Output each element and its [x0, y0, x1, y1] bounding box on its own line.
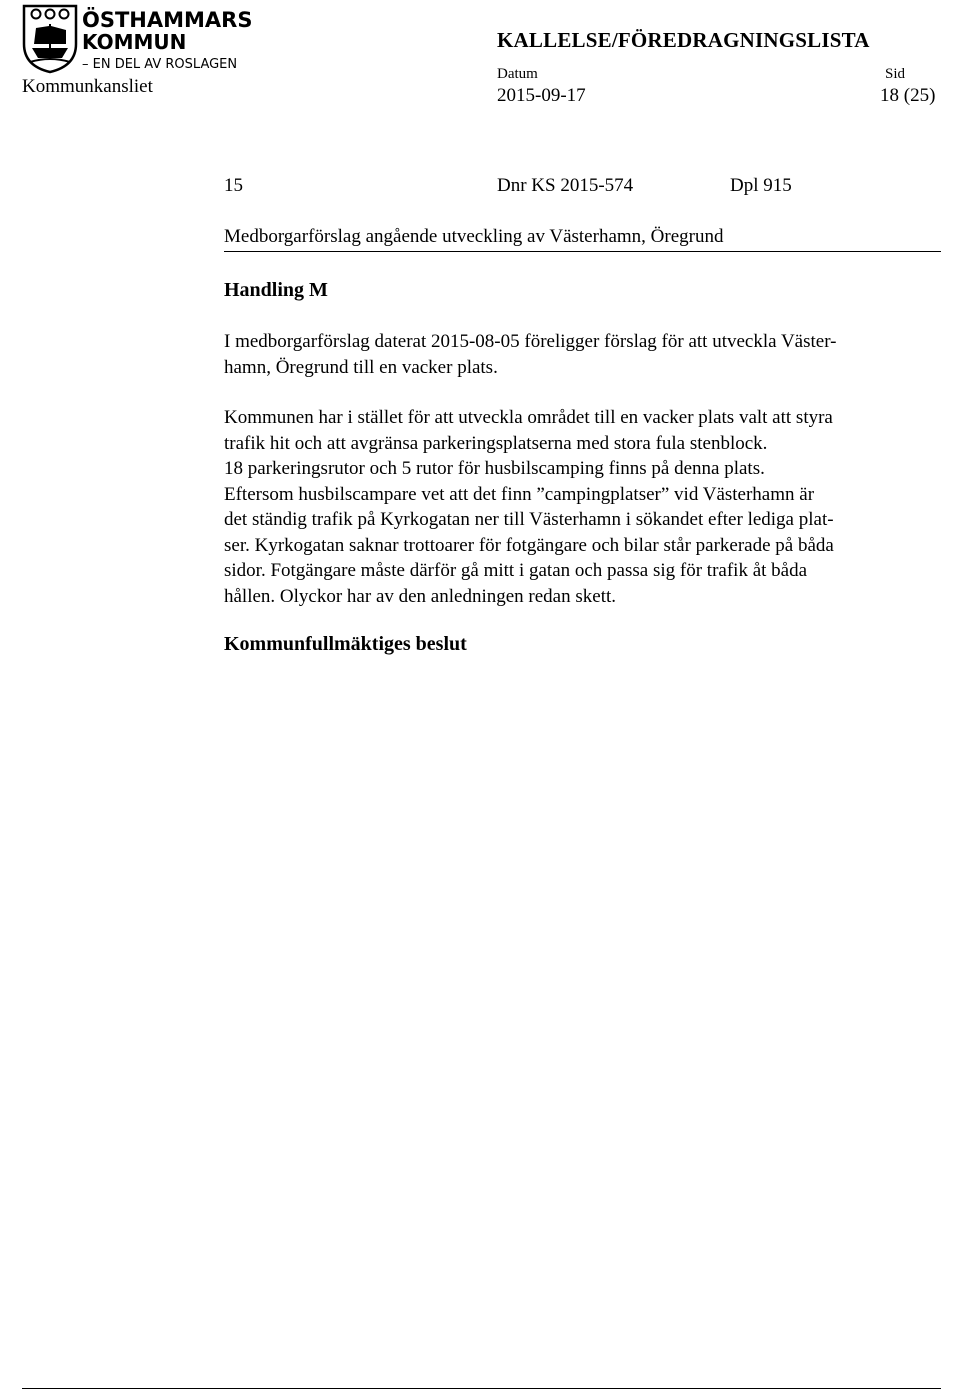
ship-coat-of-arms-icon: [22, 4, 253, 74]
paragraph-line: sidor. Fotgängare måste därför gå mitt i gatan och passa sig för trafik åt båda: [224, 560, 808, 581]
document-title: KALLELSE/FÖREDRAGNINGSLISTA: [497, 28, 870, 52]
logo-name-line1: ÖSTHAMMARS: [82, 8, 253, 32]
paragraph-line: hållen. Olyckor har av den anledningen redan skett.: [224, 585, 616, 607]
filing-plan-number: Dpl 915: [730, 175, 792, 196]
municipality-logo: [22, 4, 253, 74]
date-value: 2015-09-17: [497, 85, 586, 106]
item-number: 15: [224, 175, 243, 196]
paragraph-line: hamn, Öregrund till en vacker plats.: [224, 356, 498, 378]
paragraph-line: I medborgarförslag daterat 2015-08-05 föreligger förslag för att utveckla Väster-: [224, 331, 837, 352]
paragraph-line: Kommunen har i stället för att utveckla området till en vacker plats valt att styra: [224, 407, 833, 428]
item-subject: Medborgarförslag angående utveckling av Västerhamn, Öregrund: [224, 226, 724, 247]
date-label: Datum: [497, 66, 538, 82]
paragraph-line: Eftersom husbilscampare vet att det finn ”campingplatser” vid Västerhamn är: [224, 483, 815, 505]
page-number: 18 (25): [880, 85, 936, 106]
department-name: Kommunkansliet: [22, 76, 153, 97]
decision-heading: Kommunfullmäktiges beslut: [224, 633, 467, 655]
paragraph-line: trafik hit och att avgränsa parkeringsplatserna med stora fula stenblock.: [224, 432, 768, 454]
diary-number: Dnr KS 2015-574: [497, 175, 634, 196]
paragraph-line: det ständig trafik på Kyrkogatan ner till Västerhamn i sökandet efter lediga plat-: [224, 509, 834, 530]
logo-name-line2: KOMMUN: [82, 30, 187, 54]
page-label: Sid: [885, 66, 906, 82]
section-heading: Handling M: [224, 279, 328, 301]
logo-tagline: – EN DEL AV ROSLAGEN: [82, 57, 238, 72]
subject-underline: [224, 251, 941, 252]
paragraph-background: [224, 405, 944, 609]
paragraph-line: 18 parkeringsrutor och 5 rutor för husbilscamping finns på denna plats.: [224, 458, 765, 479]
paragraph-proposal: [224, 329, 944, 380]
paragraph-line: ser. Kyrkogatan saknar trottoarer för fotgängare och bilar står parkerade på båda: [224, 534, 834, 556]
footer-divider: [22, 1388, 941, 1389]
